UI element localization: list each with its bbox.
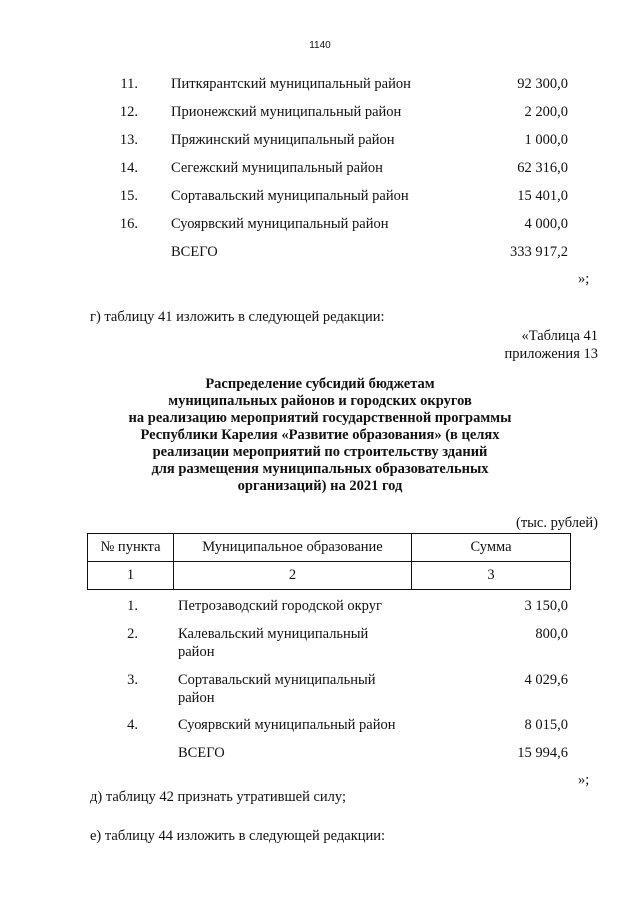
- row-number: 1.: [127, 598, 138, 614]
- row-value: 15 401,0: [517, 188, 568, 204]
- row-number: 2.: [127, 626, 138, 642]
- header-index-1: 1: [88, 562, 174, 590]
- row-number: 3.: [127, 672, 138, 688]
- row-name: Суоярвский муниципальный район: [178, 717, 396, 733]
- table-title: [100, 376, 540, 495]
- header-index-2: 2: [174, 562, 412, 590]
- row-value: 1 000,0: [524, 132, 568, 148]
- row-name: Калевальский муниципальный район: [178, 626, 369, 660]
- row-value: 800,0: [535, 626, 568, 642]
- row-value: 4 000,0: [524, 216, 568, 232]
- header-col-sum: Сумма: [412, 534, 571, 562]
- title-line: на реализацию мероприятий государственной программы: [128, 410, 512, 426]
- row-number: 11.: [120, 76, 138, 92]
- paragraph-d: д) таблицу 42 признать утратившей силу;: [90, 789, 346, 805]
- total-value: 333 917,2: [510, 244, 568, 260]
- table-ref-line2: приложения 13: [504, 346, 598, 362]
- title-line: реализации мероприятий по строительству зданий: [152, 444, 488, 460]
- row-number: 14.: [119, 160, 138, 176]
- row-number: 13.: [119, 132, 138, 148]
- closing-quote: »;: [578, 271, 590, 287]
- title-line: организаций) на 2021 год: [237, 478, 403, 494]
- row-value: 4 029,6: [524, 672, 568, 688]
- row-value: 62 316,0: [517, 160, 568, 176]
- title-line: Республики Карелия «Развитие образования» (в целях: [140, 427, 500, 443]
- row-name: Пряжинский муниципальный район: [171, 132, 395, 148]
- total-label: ВСЕГО: [178, 745, 225, 761]
- total-label: ВСЕГО: [171, 244, 218, 260]
- closing-quote: »;: [578, 772, 590, 788]
- row-name: Прионежский муниципальный район: [171, 104, 402, 120]
- paragraph-g: г) таблицу 41 изложить в следующей редакции:: [90, 309, 385, 325]
- total-value: 15 994,6: [517, 745, 568, 761]
- row-number: 4.: [127, 717, 138, 733]
- row-number: 12.: [119, 104, 138, 120]
- row-number: 16.: [119, 216, 138, 232]
- row-name: Сортавальский муниципальный район: [178, 672, 376, 706]
- row-name: Сегежский муниципальный район: [171, 160, 383, 176]
- title-line: для размещения муниципальных образовательных: [151, 461, 489, 477]
- page-number: 1140: [309, 40, 331, 51]
- row-value: 3 150,0: [524, 598, 568, 614]
- title-line: Распределение субсидий бюджетам: [205, 376, 435, 392]
- row-number: 15.: [119, 188, 138, 204]
- row-value: 2 200,0: [524, 104, 568, 120]
- row-value: 92 300,0: [517, 76, 568, 92]
- header-col-municipality: Муниципальное образование: [174, 534, 412, 562]
- row-name: Суоярвский муниципальный район: [171, 216, 389, 232]
- paragraph-e: е) таблицу 44 изложить в следующей редакции:: [90, 828, 386, 844]
- row-name: Петрозаводский городской округ: [178, 598, 382, 614]
- table-ref-line1: «Таблица 41: [521, 328, 598, 344]
- title-line: муниципальных районов и городских округов: [168, 393, 472, 409]
- units-label: (тыс. рублей): [516, 515, 598, 531]
- header-index-3: 3: [412, 562, 571, 590]
- row-name: Питкярантский муниципальный район: [171, 76, 411, 92]
- table-header: [87, 533, 571, 590]
- header-col-number: № пункта: [88, 534, 174, 562]
- row-name: Сортавальский муниципальный район: [171, 188, 409, 204]
- row-value: 8 015,0: [524, 717, 568, 733]
